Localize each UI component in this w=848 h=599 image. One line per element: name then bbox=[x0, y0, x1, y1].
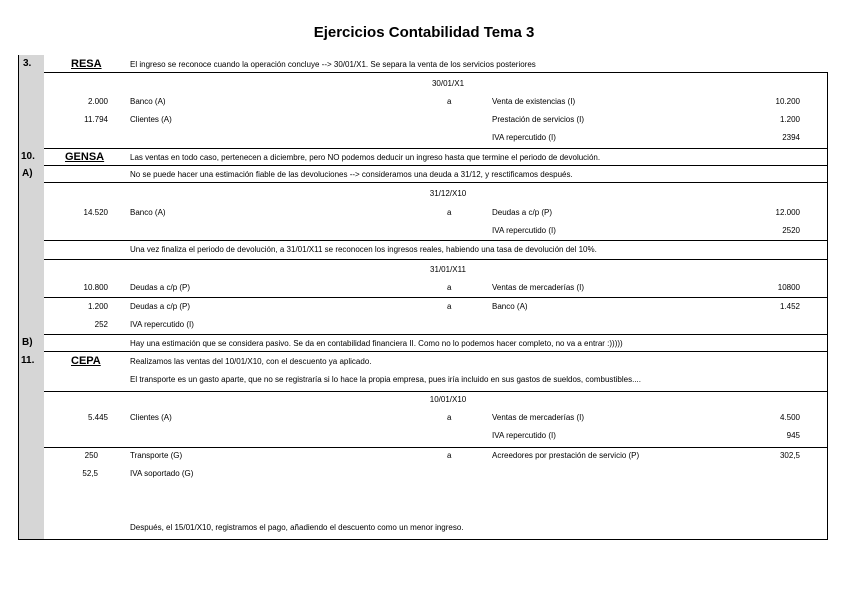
divider bbox=[44, 72, 828, 73]
company-name: RESA bbox=[71, 58, 102, 70]
entry-date: 10/01/X10 bbox=[429, 395, 467, 404]
bottom-border bbox=[18, 539, 828, 540]
credit-account: Venta de existencias (I) bbox=[492, 97, 576, 106]
note-text: El ingreso se reconoce cuando la operación concluye --> 30/01/X1. Se separa la venta de los servicios posteriores bbox=[130, 60, 536, 69]
note-text: El transporte es un gasto aparte, que no se registraría si lo hace la propia empresa, pues iría incluido en sus gastos de sueldos, combustibles.... bbox=[130, 375, 641, 384]
divider bbox=[44, 182, 828, 183]
a-connector: a bbox=[447, 413, 452, 422]
debit-amount: 10.800 bbox=[83, 283, 108, 292]
note-text: No se puede hacer una estimación fiable de las devoluciones --> consideramos una deuda a 31/12, y resctificamos después. bbox=[130, 170, 573, 179]
credit-amount: 4.500 bbox=[779, 413, 800, 422]
credit-amount: 2520 bbox=[782, 226, 800, 235]
credit-amount: 10.200 bbox=[775, 97, 800, 106]
debit-account: Clientes (A) bbox=[130, 413, 172, 422]
a-connector: a bbox=[447, 208, 452, 217]
divider bbox=[44, 240, 828, 241]
right-border bbox=[827, 72, 828, 539]
entry-date: 31/01/X11 bbox=[430, 265, 466, 274]
exercise-number: 10. bbox=[21, 151, 35, 162]
exercise-number: 11. bbox=[21, 355, 35, 366]
left-margin-column bbox=[18, 55, 44, 539]
credit-amount: 12.000 bbox=[775, 208, 800, 217]
divider bbox=[44, 447, 828, 448]
credit-amount: 10800 bbox=[777, 283, 800, 292]
exercise-number: 3. bbox=[23, 58, 32, 69]
a-connector: a bbox=[447, 283, 452, 292]
divider bbox=[44, 334, 828, 335]
note-text: Hay una estimación que se considera pasivo. Se da en contabilidad financiera II. Como no lo podemos hacer completo, no va a entrar :))))) bbox=[130, 339, 623, 348]
credit-account: Ventas de mercaderías (I) bbox=[492, 283, 585, 292]
debit-account: Clientes (A) bbox=[130, 115, 172, 124]
debit-account: IVA soportado (G) bbox=[130, 469, 194, 478]
section-label: B) bbox=[22, 337, 33, 348]
credit-amount: 945 bbox=[786, 431, 800, 440]
debit-account: Deudas a c/p (P) bbox=[130, 283, 191, 292]
note-text: Una vez finaliza el periodo de devolución, a 31/01/X11 se reconocen los ingresos reales, habiendo una tasa de devolución del 10%. bbox=[130, 245, 597, 254]
credit-amount: 302,5 bbox=[779, 451, 800, 460]
credit-amount: 1.452 bbox=[779, 302, 800, 311]
a-connector: a bbox=[447, 97, 452, 106]
divider bbox=[44, 165, 828, 166]
page-title: Ejercicios Contabilidad Tema 3 bbox=[313, 24, 535, 41]
note-text: Las ventas en todo caso, pertenecen a diciembre, pero NO podemos deducir un ingreso hasta que termine el periodo de devolución. bbox=[130, 153, 601, 162]
a-connector: a bbox=[447, 302, 452, 311]
divider bbox=[44, 297, 828, 298]
note-text: Después, el 15/01/X10, registramos el pago, añadiendo el descuento como un menor ingreso. bbox=[130, 523, 464, 532]
note-text: Realizamos las ventas del 10/01/X10, con el descuento ya aplicado. bbox=[130, 357, 372, 366]
debit-account: Transporte (G) bbox=[130, 451, 183, 460]
debit-account: IVA repercutido (I) bbox=[130, 320, 194, 329]
debit-amount: 5.445 bbox=[87, 413, 108, 422]
divider bbox=[44, 148, 828, 149]
debit-amount: 11.794 bbox=[84, 115, 108, 124]
credit-account: Ventas de mercaderías (I) bbox=[492, 413, 585, 422]
company-name: CEPA bbox=[71, 355, 101, 367]
credit-account: Acreedores por prestación de servicio (P) bbox=[492, 451, 640, 460]
debit-account: Banco (A) bbox=[130, 97, 166, 106]
section-label: A) bbox=[22, 168, 33, 179]
credit-account: Banco (A) bbox=[492, 302, 528, 311]
left-border bbox=[18, 55, 19, 539]
credit-account: IVA repercutido (I) bbox=[492, 226, 556, 235]
a-connector: a bbox=[447, 451, 452, 460]
debit-amount: 14.520 bbox=[83, 208, 108, 217]
divider bbox=[44, 391, 828, 392]
company-name: GENSA bbox=[65, 151, 105, 163]
credit-account: IVA repercutido (I) bbox=[492, 133, 556, 142]
debit-amount: 52,5 bbox=[82, 469, 98, 478]
credit-account: Prestación de servicios (I) bbox=[492, 115, 585, 124]
divider bbox=[44, 351, 828, 352]
debit-amount: 1.200 bbox=[87, 302, 108, 311]
credit-amount: 1.200 bbox=[779, 115, 800, 124]
credit-account: IVA repercutido (I) bbox=[492, 431, 556, 440]
debit-amount: 250 bbox=[84, 451, 98, 460]
credit-amount: 2394 bbox=[782, 133, 800, 142]
debit-amount: 2.000 bbox=[87, 97, 108, 106]
debit-amount: 252 bbox=[94, 320, 108, 329]
worksheet bbox=[18, 55, 828, 540]
divider bbox=[44, 259, 828, 260]
credit-account: Deudas a c/p (P) bbox=[492, 208, 553, 217]
entry-date: 31/12/X10 bbox=[429, 189, 467, 198]
entry-date: 30/01/X1 bbox=[431, 79, 465, 88]
debit-account: Deudas a c/p (P) bbox=[130, 302, 191, 311]
debit-account: Banco (A) bbox=[130, 208, 166, 217]
